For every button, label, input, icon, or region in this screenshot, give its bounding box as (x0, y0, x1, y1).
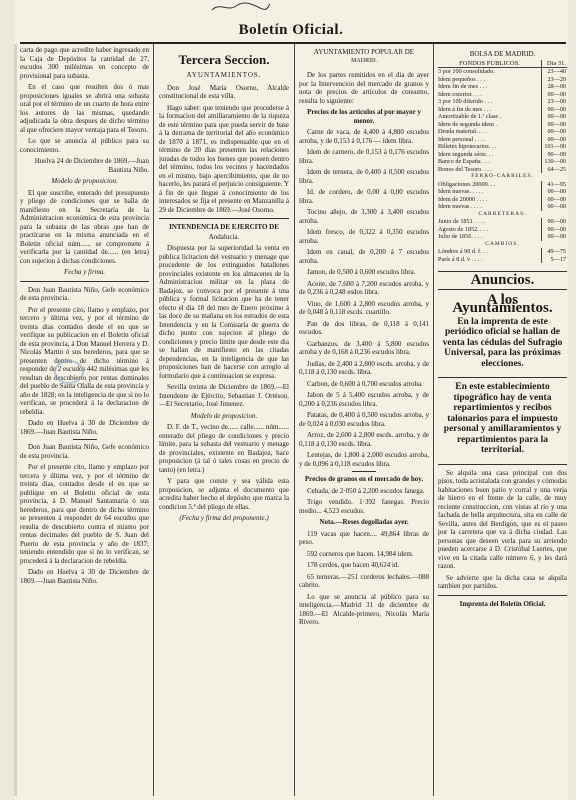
newspaper-page (14, 0, 568, 800)
table-group-header (438, 211, 567, 219)
signature-line: Huelva 24 de Diciembre de 1869.—Juan Bautista Niño. (34, 157, 149, 174)
paragraph: Trigo vendido. 1·392 fanegas. Precio medio... 4,523 escudos. (299, 498, 429, 515)
section-title: AYUNTAMIENTO POPULAR DE (313, 48, 415, 56)
security-name: Idem nuevas . . . . (438, 203, 482, 210)
signature-line: Dado en Huelva á 30 de Diciembre de 1869.—Juan Bautista Niño. (20, 568, 149, 585)
price-item: Arroz, de 2,600 á 2,800 escds. arroba, y de 0,118 á 0,130 escds. libra. (299, 431, 429, 448)
prices-heading: Precios de los artículos al por mayor y menor. (307, 108, 421, 125)
table-header (438, 60, 567, 68)
security-name: Idem fin de mes . . . (438, 83, 488, 90)
section-subhead: AYUNTAMIENTOS. (186, 71, 262, 79)
price-item: Idem fresco, de 0,322 á 0,350 escudos arroba. (299, 228, 429, 245)
dia-label: Dia 31. (542, 60, 568, 68)
price-item: Patatas, de 0,400 á 0,500 escudos arroba, y de 0,024 á 0,030 escudos libra. (299, 411, 429, 428)
binding-edge (14, 44, 17, 796)
table-row (438, 196, 567, 204)
security-name: Idem de 20000 . . . . (438, 195, 488, 203)
section-subhead: Andalucía. (208, 232, 240, 241)
security-price: 23—20 (542, 76, 568, 84)
divider (73, 439, 97, 440)
price-item: Idem en canal, de 0,200 á 7 escudos arroba. (299, 248, 429, 265)
security-name: Agosto de 1852. . . . (438, 225, 489, 233)
group-label: FERRO-CARRILES. (471, 173, 534, 179)
table-row (438, 113, 567, 121)
section-title: Tercera Seccion. (178, 52, 270, 67)
price-list (299, 128, 429, 468)
paragraph: Y para que conste y sea válida esta proposicion, se adjunta el documento que acredita haber hecho el depósito que marca la condicion 5.ª del pliego de ellas. (159, 477, 289, 511)
security-price: 00—00 (542, 128, 568, 136)
security-price: 00—00 (542, 203, 568, 211)
notice-recibos: En este establecimiento tipográfico hay de venta repartimientos y recibos talonarios para el impuesto personal y amillaramientos y repartimientos para la territorial. (443, 382, 562, 455)
section-subhead: INTENDENCIA DE EJERCITO DE (169, 223, 279, 231)
paragraph: Se advierte que la dicha casa se alquila tambien por partidos. (438, 573, 567, 590)
price-item: Garbanzos, de 3,400 á 5,800 escudos arroba y de 0,168 á 0,236 escudos libra. (299, 339, 429, 356)
table-row (438, 203, 567, 211)
price-item: Idem de ternera, de 0,400 á 0,500 escudos libra. (299, 168, 429, 185)
security-name: Junio de 1851 . . . . (438, 218, 486, 225)
security-name: Deuda material. . . . (438, 128, 487, 135)
table-row (438, 233, 567, 241)
divider (438, 464, 567, 465)
price-item: Idem de carnero, de 0,153 á 0,176 escudos libra. (299, 148, 429, 165)
security-name: Idem segunda série. . . (438, 150, 494, 158)
table-row (438, 128, 567, 136)
security-price: 101—00 (542, 143, 568, 151)
security-price: 00—00 (542, 121, 568, 129)
column-4 (438, 46, 567, 794)
security-price: 00—00 (542, 218, 568, 226)
security-name: Idem nuevas. . . . . (438, 188, 484, 195)
divider (438, 595, 567, 596)
paragraph: 178 cerdos, que hacen 40,624 id. (307, 561, 400, 569)
signature-line: Dado en Huelva á 30 de Diciembre de 1869.—Juan Bautista Niño. (20, 419, 149, 436)
group-label: CARRETERAS. (478, 210, 527, 217)
table-row (438, 121, 567, 129)
security-price: 28—00 (542, 83, 568, 91)
section-subhead: MADRID. (351, 57, 377, 64)
paragraph: Se alquila una casa principal con dos pisos, toda acristalada con grandes y cómodas habitaciones buen patio y corral y una verja de hierro en el frente de la calle, de muy reciente construccion, con vistas al río y una fachada de bella arquitectura, sita en calle de Sevilla, antes del Berdigon, que es el paseo por la carretera que va á dicha ciudad. Las personas que deseen verla para su arriendo pueden acercarse á D. Cristóbal Lsertes, que vive en la citada calle número 6, y les dará razon. (438, 468, 567, 570)
table-row (438, 76, 567, 84)
paragraph: Don José María Osorno, Alcalde constitucional de esta villa. (159, 83, 289, 100)
paragraph: El que suscribe, enterado del presupuesto y pliego de condiciones que se halla de manifiesto en la Secretaría de la Administracion económica de esta provincia para la subasta de las obras que han de practicarse en la misma anunciada en el Boletin oficial núm...... se compromete á verificarla por la cantidad de...... (en letra) con sujecion á dichas condiciones. (20, 188, 149, 265)
table-row (438, 226, 567, 234)
price-item: Pan de dos libras, de 0,118 á 0,141 escudos. (299, 319, 429, 336)
price-item: Jamon, de 0,500 á 0,600 escudos libra. (307, 268, 416, 276)
security-price: 00—00 (542, 196, 568, 204)
table-row (438, 83, 567, 91)
column-divider (153, 44, 154, 796)
imprenta-line: Imprenta del Boletín Oficial. (459, 599, 546, 608)
table-row (438, 136, 567, 144)
paragraph: Dispuesta por la superioridad la venta en pública licitacion del vestuario y menage que procedente de los extinguidos batallones provinciales existente en los almacenes de la Administracion militar en la plaza de Badajoz, se convoca por el presente á una pública y formal licitacion que ha de tener efecto el dia 18 del mes de Enero próximo á las doce de su mañana en los estrados de esta Intendencia y en la Comisaría de guerra de dicho punto con sujecion al pliego de condiciones y precio límite que desde este dia se hallan de manifiesto en las citadas dependencias, en la inteligencia de que las proposiciones han de hacerse con arreglo al formulario que á continuacion se expresa. (159, 244, 289, 380)
security-name: Bonos del Tesoro. . . . (438, 165, 492, 173)
fecha-line: Fecha y firma. (63, 268, 105, 276)
modelo-title: Modelo de proposicion. (190, 411, 258, 420)
security-name: 3 por 100 diferido . . . (438, 98, 493, 105)
security-name: Obligaciones 20000. . . (438, 180, 496, 188)
security-price: 130—00 (542, 158, 568, 166)
paragraph: Don Juan Bautista Niño, Gefe económico de esta provincia. (20, 443, 149, 460)
table-row (438, 256, 567, 264)
divider (438, 377, 567, 378)
paragraph: carta de pago que acredite haber ingresado en la Caja de Depósitos la cantidad de 27, escudos 300 milésimas en concepto de provisional para subasta. (20, 46, 149, 80)
ayuntamientos-title: A los Ayuntamientos. (452, 291, 553, 316)
security-name: Idem pequeños . . . (438, 75, 485, 83)
column-divider (294, 44, 295, 796)
security-price: 00—00 (542, 226, 568, 234)
divider (20, 281, 149, 282)
paragraph: D. F. de T., vecino de...... calle...... núm...... enterado del pliego de condiciones y precio límite, para la subasta del vestuario y menage de provinciales, existente en Badajoz, hace proposicion (á tal ó tales cosas en precio de tanto) (en letra.) (159, 423, 289, 474)
security-name: Julio de 1856. . . . (438, 233, 483, 240)
paragraph: 592 corneros que hacen. 14,984 idem. (307, 549, 414, 558)
fondos-label: FONDOS PÚBLICOS. (438, 60, 542, 68)
security-price: 41—95 (542, 181, 568, 189)
price-item: Vino, de 1,600 á 2,800 escudos arroba, y de 0,048 á 0,118 escds. cuartillo. (299, 299, 429, 316)
reses-heading: Nota.—Reses degolladas ayer. (319, 518, 409, 526)
security-name: 3 por 100 consolidado. (438, 68, 495, 75)
table-group-header (438, 173, 567, 181)
paragraph: 119 vacas que hacen.... 49,864 libras de peso. (299, 529, 429, 546)
column-1 (20, 46, 149, 794)
divider (352, 471, 376, 472)
security-price: 49—75 (542, 248, 568, 256)
paragraph: Lo que se anuncia al público para su inteligencia.—Madrid 31 de diciembre de 1869.—El Alcalde-primero, Nicolás María Rivero. (299, 592, 429, 626)
security-price: 90—00 (542, 151, 568, 159)
table-row (438, 143, 567, 151)
security-price: 5—17 (542, 256, 568, 264)
masthead-title: Boletín Oficial. (238, 22, 344, 38)
ink-stain (54, 360, 84, 384)
stock-table (438, 60, 567, 264)
table-row (438, 181, 567, 189)
table-row (438, 166, 567, 174)
paragraph: Hago saber: que teniendo que procederse á la formacion del amillaramiento de la riqueza de este término para que pueda servir de base á la derrama de territorial del año económico de 1870 á 1871, es indispensable que en el término de 20 dias presenten las relaciones juradas de todos los bienes que poseen dentro del término, todos los vecinos y hacendados en el mismo, bajo apercibimiento, que de no hacerlo, les parará el perjuicio consiguiente. Y á fin de que llegue á conocimiento de los interesados se fija el presente en Manzanilla á 29 de Diciembre de 1869.—José Osorno. (159, 103, 289, 214)
group-label: CAMBIOS. (485, 240, 520, 247)
price-item: Lentejas, de 1,800 á 2,000 escudos arroba, y de 0,096 á 0,118 escudos libra. (299, 451, 429, 468)
paragraph: Por el presente cito, llamo y emplazo, por tercero y última vez, y por el término de treinta dias contados desde el en que se verifique su publicacion en el Boletin oficial de esta provincia, á Don Manuel Herrera y D. Nicolás Martin ó sus herederos, para que se presenten dentro de dicho término á responder de 2 escudos 442 milésimas que les resultan de descubierto por rentas dominales del pueblo de Santa Olalla de esta provincia y año de 1828; en la inteligencia de que si no lo verifican, se procederá á la declaracion de rebeldía. (20, 305, 149, 416)
bolsa-title: BOLSA DE MADRID. (469, 50, 536, 58)
security-price: 00—00 (542, 233, 568, 241)
column-3 (299, 46, 429, 794)
paragraph: Sevilla treinta de Diciembre de 1869.—El Intendente de Ejército, Sebastian J. Ortéson.—El Secretario, José Jimenez. (159, 383, 289, 408)
security-price: 23—40 (542, 68, 568, 76)
security-price: 00—00 (542, 188, 568, 196)
price-item: Jabon de 5 á 5,400 escudos arroba, y de 0,200 á 0,236 escudos libra. (299, 391, 429, 408)
masthead-rule (20, 42, 566, 44)
paragraph: Cebada, de 2·050 á 2,200 escudos fanega. (307, 486, 425, 495)
table-row (438, 98, 567, 106)
table-row (438, 91, 567, 99)
price-item: Tocino añejo, de 3,300 á 3,400 escudos arroba. (299, 208, 429, 225)
paragraph: Por el presente cito, llamo y emplazo por tercera y última vez, y por el término de treinta dias, contados desde el en que se publique en el Boletin oficial de esta provincia, á D. Manuel Santamaría ó sus herederos, para que dentro de dicho término se presenten á responder de 64 escudos que resulta de descubierto contra el mismo por rentas decimales del pueblo de S. Juan del Puerto de esta provincia y año de 1837; teniendo entendido que si no lo verifican, se procederá á la declaracion de rebeldía. (20, 463, 149, 565)
paragraph: En el caso que resulten dos ó mas proposiciones iguales se abrirá una subasta oral por el término de un cuarto de hora entre los autores de las mismas, quedando adjudicada la obra despues de dicho término al que ofreciere mayor ventaja para el Tesoro. (20, 83, 149, 134)
security-name: Idem á fin de mes . . . (438, 105, 492, 113)
security-name: Idem exterior. . . . (438, 90, 482, 98)
divider (159, 218, 289, 219)
security-price: 00—00 (542, 106, 568, 114)
handwritten-mark (210, 0, 272, 14)
price-item: Carbon, de 0,600 á 0,700 escudos arroba. (307, 379, 423, 388)
security-price: 64—25 (542, 166, 568, 174)
security-name: Banco de España . . . (438, 158, 490, 165)
paragraph: Lo que se anuncia al público para su conocimiento. (20, 137, 149, 154)
table-row (438, 158, 567, 166)
table-row (438, 188, 567, 196)
price-item: Carne de vaca, de 4,400 á 4,800 escudos arroba, y de 0,153 á 0,176 — ídem libra. (299, 128, 429, 145)
table-row (438, 218, 567, 226)
price-item: Aceite, de 7,600 á 7,200 escudos arroba, y de 0,236 á 0,248 esdos libra. (299, 279, 429, 296)
security-name: Lóndres á 90 d. f. . . (438, 248, 488, 255)
security-name: Billetes hipotecarios. . . (438, 143, 497, 150)
price-item: Id. de cordero, de 0,00 á 0,00 escudos libra. (299, 188, 429, 205)
security-name: Idem de segunda idem . (438, 120, 497, 128)
security-name: Amortizable de 1.ª clase . (438, 113, 502, 120)
table-row (438, 248, 567, 256)
paragraph: De los partes remitidos en el dia de ayer por la Intervencion del mercado de granos y nota de precios de artículos de consumo, resulta lo siguiente: (299, 71, 429, 105)
table-row (438, 68, 567, 76)
modelo-title: Modelo de proposicion. (51, 177, 118, 185)
security-name: Idem personal . . . . (438, 135, 486, 143)
security-price: 00—00 (542, 91, 568, 99)
security-price: 00—00 (542, 136, 568, 144)
table-row (438, 151, 567, 159)
table-row (438, 106, 567, 114)
table-group-header (438, 241, 567, 249)
security-price: 00—00 (542, 113, 568, 121)
paragraph: Don Juan Bautista Niño, Gefe económico de esta provincia. (20, 285, 149, 302)
grain-heading: Precios de granos en el mercado de hoy. (304, 475, 424, 483)
anuncios-title: Anuncios. (438, 271, 567, 290)
fecha-line: (Fecha y firma del proponente.) (179, 514, 269, 522)
paragraph: 65 terneras.—251 corderos lechales.—088 cabrito. (299, 572, 429, 589)
column-2 (159, 46, 289, 794)
price-item: Judías, de 2,400 á 2,800 escds. arroba, y de 0,118 á 0,130 escds. libra. (299, 359, 429, 376)
security-price: 23—00 (542, 98, 568, 106)
column-divider (433, 44, 434, 796)
notice-cedulas: En la imprenta de este periódico oficial se hallan de venta las cédulas del Sufragio Universal, para las próximas elecciones. (442, 316, 563, 369)
security-name: París á 8 d. v . . . . (438, 255, 483, 263)
